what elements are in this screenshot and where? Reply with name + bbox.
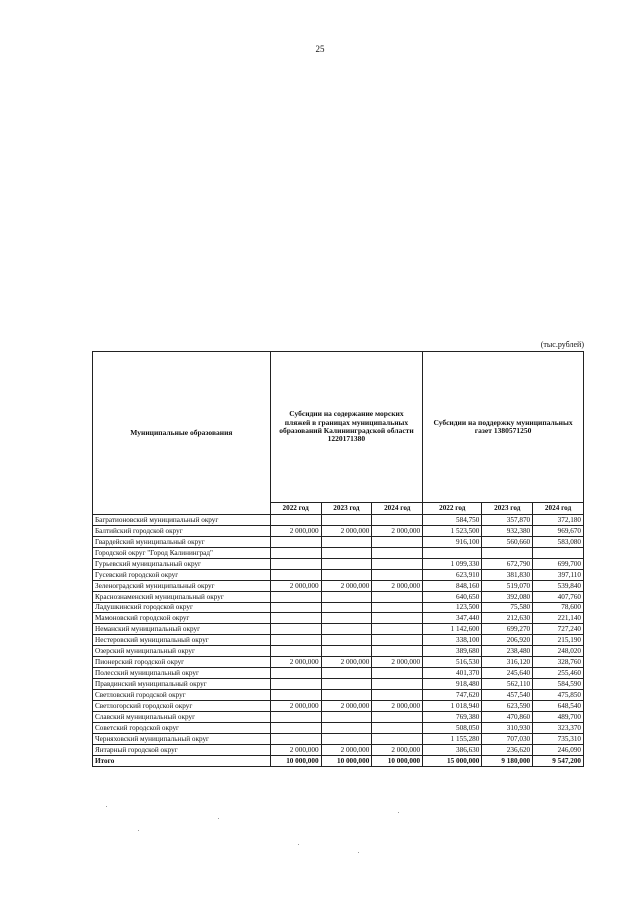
value-cell (321, 624, 372, 635)
total-cell: 15 000,000 (423, 755, 482, 766)
municipality-name: Гвардейский муниципальный округ (93, 536, 271, 547)
municipality-name: Зеленоградский муниципальный округ (93, 580, 271, 591)
value-cell: 699,700 (533, 558, 584, 569)
value-cell (321, 668, 372, 679)
value-cell (321, 635, 372, 646)
value-cell (372, 690, 423, 701)
value-cell (372, 547, 423, 558)
municipality-name: Светлогорский городской округ (93, 700, 271, 711)
value-cell (372, 536, 423, 547)
value-cell: 2 000,000 (321, 744, 372, 755)
value-cell (321, 722, 372, 733)
value-cell: 397,110 (533, 569, 584, 580)
year-header: 2024 год (372, 503, 423, 515)
municipality-name: Нестеровский муниципальный округ (93, 635, 271, 646)
value-cell: 470,860 (482, 711, 533, 722)
value-cell: 648,540 (533, 700, 584, 711)
value-cell: 562,110 (482, 679, 533, 690)
value-cell: 584,750 (423, 515, 482, 526)
total-cell: 9 180,000 (482, 755, 533, 766)
value-cell: 560,660 (482, 536, 533, 547)
value-cell (372, 668, 423, 679)
value-cell (321, 547, 372, 558)
value-cell: 2 000,000 (321, 700, 372, 711)
value-cell: 672,790 (482, 558, 533, 569)
value-cell: 389,680 (423, 646, 482, 657)
municipality-name: Янтарный городской округ (93, 744, 271, 755)
value-cell: 848,160 (423, 580, 482, 591)
value-cell: 357,870 (482, 515, 533, 526)
value-cell (270, 547, 321, 558)
table-row (93, 635, 584, 646)
total-cell: 10 000,000 (372, 755, 423, 766)
value-cell: 583,080 (533, 536, 584, 547)
table-row (93, 690, 584, 701)
value-cell (270, 613, 321, 624)
value-cell (270, 679, 321, 690)
value-cell (321, 536, 372, 547)
municipality-name: Славский муниципальный округ (93, 711, 271, 722)
value-cell: 2 000,000 (321, 580, 372, 591)
year-header: 2024 год (533, 503, 584, 515)
value-cell (321, 646, 372, 657)
table-row (93, 711, 584, 722)
value-cell (372, 722, 423, 733)
value-cell (270, 536, 321, 547)
value-cell: 1 142,600 (423, 624, 482, 635)
value-cell: 2 000,000 (321, 525, 372, 536)
scan-noise (98, 800, 418, 860)
value-cell: 1 018,940 (423, 700, 482, 711)
value-cell: 489,700 (533, 711, 584, 722)
year-header: 2023 год (482, 503, 533, 515)
value-cell: 246,090 (533, 744, 584, 755)
value-cell: 238,480 (482, 646, 533, 657)
table-row (93, 700, 584, 711)
municipality-name: Неманский муниципальный округ (93, 624, 271, 635)
total-cell: 10 000,000 (321, 755, 372, 766)
value-cell: 2 000,000 (372, 744, 423, 755)
value-cell: 2 000,000 (270, 700, 321, 711)
value-cell (423, 547, 482, 558)
value-cell (372, 646, 423, 657)
value-cell (321, 733, 372, 744)
value-cell: 401,370 (423, 668, 482, 679)
year-header: 2022 год (270, 503, 321, 515)
table-row (93, 558, 584, 569)
table-row (93, 744, 584, 755)
beach-subsidy-header: Субсидии на содержание морских пляжей в границах муниципальных образований Калининградской области 1220171380 (270, 352, 422, 503)
municipality-name: Черняховский муниципальный округ (93, 733, 271, 744)
value-cell: 475,850 (533, 690, 584, 701)
value-cell (270, 711, 321, 722)
table-row (93, 515, 584, 526)
table-row (93, 624, 584, 635)
municipality-name: Краснознаменский муниципальный округ (93, 591, 271, 602)
newspaper-subsidy-header: Субсидии на поддержку муниципальных газет 1380571250 (423, 352, 584, 503)
value-cell (321, 515, 372, 526)
page-number: 25 (315, 44, 325, 54)
value-cell (482, 547, 533, 558)
value-cell: 918,480 (423, 679, 482, 690)
value-cell (372, 613, 423, 624)
value-cell: 916,100 (423, 536, 482, 547)
value-cell: 2 000,000 (372, 525, 423, 536)
table-row (93, 722, 584, 733)
total-cell: 9 547,200 (533, 755, 584, 766)
municipality-name: Ладушкинский городской округ (93, 602, 271, 613)
value-cell: 1 099,330 (423, 558, 482, 569)
value-cell: 407,760 (533, 591, 584, 602)
value-cell: 735,310 (533, 733, 584, 744)
total-row (93, 755, 584, 766)
value-cell (321, 679, 372, 690)
value-cell: 328,760 (533, 657, 584, 668)
value-cell (270, 668, 321, 679)
value-cell: 310,930 (482, 722, 533, 733)
municipality-name: Городской округ "Город Калининград" (93, 547, 271, 558)
value-cell: 212,630 (482, 613, 533, 624)
municipality-name: Балтийский городской округ (93, 525, 271, 536)
value-cell: 206,920 (482, 635, 533, 646)
total-cell: 10 000,000 (270, 755, 321, 766)
value-cell: 519,070 (482, 580, 533, 591)
value-cell: 747,620 (423, 690, 482, 701)
table-row (93, 733, 584, 744)
value-cell (372, 733, 423, 744)
value-cell: 2 000,000 (270, 580, 321, 591)
value-cell (321, 569, 372, 580)
value-cell (270, 624, 321, 635)
value-cell: 2 000,000 (270, 744, 321, 755)
value-cell (372, 515, 423, 526)
total-label: Итого (93, 755, 271, 766)
value-cell (533, 547, 584, 558)
value-cell: 2 000,000 (270, 525, 321, 536)
value-cell (372, 558, 423, 569)
municipality-name: Гусевский городской округ (93, 569, 271, 580)
table-row (93, 668, 584, 679)
value-cell (372, 635, 423, 646)
value-cell (270, 558, 321, 569)
value-cell: 457,540 (482, 690, 533, 701)
value-cell (270, 635, 321, 646)
value-cell (270, 722, 321, 733)
value-cell: 699,270 (482, 624, 533, 635)
value-cell (321, 613, 372, 624)
value-cell: 707,030 (482, 733, 533, 744)
value-cell (270, 602, 321, 613)
table-row (93, 646, 584, 657)
value-cell: 215,190 (533, 635, 584, 646)
value-cell: 769,380 (423, 711, 482, 722)
value-cell: 386,630 (423, 744, 482, 755)
value-cell: 245,640 (482, 668, 533, 679)
value-cell (270, 646, 321, 657)
value-cell (372, 602, 423, 613)
value-cell: 969,670 (533, 525, 584, 536)
table-row (93, 613, 584, 624)
table-row (93, 525, 584, 536)
value-cell: 221,140 (533, 613, 584, 624)
value-cell: 392,080 (482, 591, 533, 602)
value-cell: 255,460 (533, 668, 584, 679)
municipality-name: Мамоновский городской округ (93, 613, 271, 624)
value-cell: 123,500 (423, 602, 482, 613)
value-cell (372, 679, 423, 690)
value-cell: 2 000,000 (372, 580, 423, 591)
value-cell (372, 569, 423, 580)
value-cell: 1 523,500 (423, 525, 482, 536)
value-cell: 323,370 (533, 722, 584, 733)
subsidy-table (92, 351, 584, 767)
table-row (93, 657, 584, 668)
value-cell: 1 155,280 (423, 733, 482, 744)
table-row (93, 536, 584, 547)
year-header: 2022 год (423, 503, 482, 515)
value-cell: 508,050 (423, 722, 482, 733)
value-cell: 236,620 (482, 744, 533, 755)
value-cell (372, 711, 423, 722)
municipality-name: Багратионовский муниципальный округ (93, 515, 271, 526)
value-cell: 2 000,000 (372, 657, 423, 668)
value-cell: 381,830 (482, 569, 533, 580)
value-cell: 584,590 (533, 679, 584, 690)
table-row (93, 547, 584, 558)
value-cell (270, 569, 321, 580)
value-cell: 347,440 (423, 613, 482, 624)
table-row (93, 591, 584, 602)
table-row (93, 569, 584, 580)
value-cell: 78,600 (533, 602, 584, 613)
value-cell (372, 624, 423, 635)
value-cell (321, 711, 372, 722)
value-cell: 75,580 (482, 602, 533, 613)
value-cell: 2 000,000 (321, 657, 372, 668)
municipality-name: Светловский городской округ (93, 690, 271, 701)
value-cell: 516,530 (423, 657, 482, 668)
municipality-name: Полесский муниципальный округ (93, 668, 271, 679)
municipality-name: Советский городской округ (93, 722, 271, 733)
value-cell (270, 733, 321, 744)
value-cell (321, 591, 372, 602)
table-body (93, 515, 584, 756)
municipality-name: Пионерский городской округ (93, 657, 271, 668)
value-cell: 316,120 (482, 657, 533, 668)
municipality-name: Правдинский муниципальный округ (93, 679, 271, 690)
municipality-name: Гурьевский муниципальный округ (93, 558, 271, 569)
value-cell (321, 690, 372, 701)
value-cell: 372,180 (533, 515, 584, 526)
table-row (93, 602, 584, 613)
municipal-column-header: Муниципальные образования (93, 352, 271, 515)
value-cell (270, 515, 321, 526)
value-cell: 623,910 (423, 569, 482, 580)
units-label: (тыс.рублей) (540, 340, 584, 349)
value-cell: 932,380 (482, 525, 533, 536)
value-cell (321, 602, 372, 613)
value-cell: 248,020 (533, 646, 584, 657)
value-cell (321, 558, 372, 569)
value-cell (270, 690, 321, 701)
value-cell: 539,840 (533, 580, 584, 591)
value-cell: 727,240 (533, 624, 584, 635)
municipality-name: Озерский муниципальный округ (93, 646, 271, 657)
value-cell: 2 000,000 (270, 657, 321, 668)
table-row (93, 679, 584, 690)
table-row (93, 580, 584, 591)
value-cell: 640,650 (423, 591, 482, 602)
value-cell: 2 000,000 (372, 700, 423, 711)
year-header: 2023 год (321, 503, 372, 515)
value-cell: 338,100 (423, 635, 482, 646)
value-cell: 623,590 (482, 700, 533, 711)
value-cell (270, 591, 321, 602)
value-cell (372, 591, 423, 602)
